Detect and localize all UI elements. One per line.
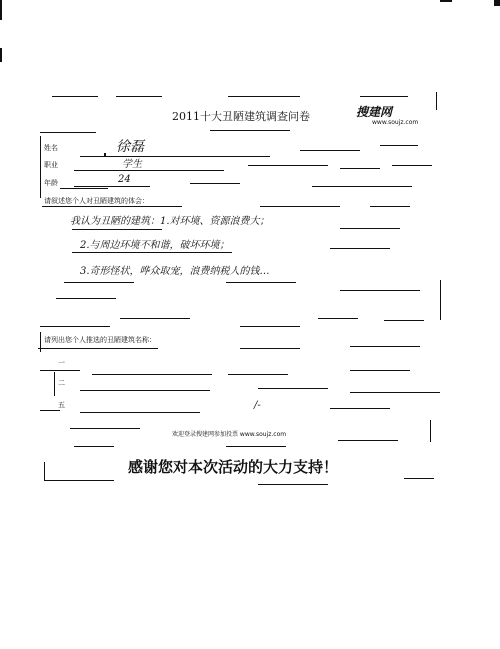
rule xyxy=(72,229,162,230)
rule xyxy=(380,145,418,146)
rule xyxy=(40,370,80,371)
rule xyxy=(260,206,340,207)
rule xyxy=(392,165,432,166)
thanks-message: 感谢您对本次活动的大力支持！ xyxy=(128,458,339,476)
rule xyxy=(330,408,390,409)
question-2: 请列出您个人推选的丑陋建筑名称： xyxy=(44,336,156,344)
name-underline xyxy=(80,156,270,157)
rule xyxy=(312,186,412,187)
answer-1-line-1[interactable]: 我认为丑陋的建筑：1.对环境、资源浪费大； xyxy=(70,216,270,227)
corner-mark xyxy=(0,0,2,20)
rule xyxy=(40,332,41,352)
question-1: 请叙述您个人对丑陋建筑的体会： xyxy=(44,197,149,205)
rule xyxy=(60,188,108,189)
rule xyxy=(64,282,134,283)
answer-1-line-2[interactable]: 2.与周边环境不和谐，破坏环境； xyxy=(80,240,230,251)
rule xyxy=(240,326,300,327)
rule xyxy=(38,348,158,349)
field-value-job: 学生 xyxy=(122,159,142,170)
entry-1-line[interactable] xyxy=(92,374,212,375)
rule xyxy=(226,446,286,447)
rule xyxy=(74,446,114,447)
rule xyxy=(54,372,55,396)
rule xyxy=(350,370,410,371)
rule xyxy=(440,280,441,320)
rule xyxy=(258,484,328,485)
rule xyxy=(430,420,431,442)
rule xyxy=(404,478,434,479)
field-label-name: 姓名 xyxy=(44,144,58,152)
list-number-2: 二 xyxy=(58,379,65,387)
rule xyxy=(350,346,420,347)
field-label-job: 职业 xyxy=(44,161,58,169)
rule xyxy=(330,248,390,249)
rule xyxy=(40,132,96,133)
rule xyxy=(370,206,410,207)
rule xyxy=(340,168,380,169)
rule xyxy=(338,440,398,441)
corner-mark xyxy=(0,48,2,62)
brand-logo: 搜建网 xyxy=(356,105,393,119)
footnote: 欢迎登录搜建网参加投票 www.soujz.com xyxy=(172,431,287,438)
rule xyxy=(340,228,400,229)
rule xyxy=(40,326,110,327)
list-number-1: 一 xyxy=(58,359,65,367)
corner-mark xyxy=(494,0,500,6)
form-title: 2011十大丑陋建筑调查问卷 xyxy=(172,110,310,123)
rule xyxy=(190,183,240,184)
rule xyxy=(240,348,300,349)
rule xyxy=(360,96,408,97)
rule xyxy=(248,165,328,166)
rule xyxy=(70,428,140,429)
rule xyxy=(228,96,300,97)
rule xyxy=(42,206,182,207)
entry-5-mark: /- xyxy=(254,400,261,411)
rule xyxy=(318,318,358,319)
rule xyxy=(210,130,290,131)
rule xyxy=(300,150,360,151)
rule xyxy=(226,282,296,283)
rule xyxy=(116,96,162,97)
job-underline xyxy=(74,170,224,171)
rule xyxy=(40,410,60,411)
rule xyxy=(228,374,288,375)
entry-5-line[interactable] xyxy=(80,412,200,413)
field-value-name: 徐磊 xyxy=(116,139,144,155)
rule xyxy=(56,298,116,299)
rule xyxy=(40,136,41,198)
rule xyxy=(44,462,45,480)
list-number-5: 五 xyxy=(58,401,65,409)
rule xyxy=(350,392,440,393)
rule xyxy=(72,252,232,253)
field-value-age: 24 xyxy=(118,174,131,185)
rule xyxy=(52,96,98,97)
rule xyxy=(384,320,424,321)
rule xyxy=(44,480,114,481)
entry-2-line[interactable] xyxy=(80,390,210,391)
field-label-age: 年龄 xyxy=(44,179,58,187)
rule xyxy=(120,318,190,319)
corner-mark xyxy=(440,0,452,2)
age-underline xyxy=(74,186,150,187)
answer-1-line-3[interactable]: 3.奇形怪状，哗众取宠，浪费纳税人的钱… xyxy=(80,266,270,277)
brand-url: www.soujz.com xyxy=(372,119,419,126)
rule xyxy=(258,388,328,389)
rule xyxy=(340,290,420,291)
rule xyxy=(436,92,437,110)
